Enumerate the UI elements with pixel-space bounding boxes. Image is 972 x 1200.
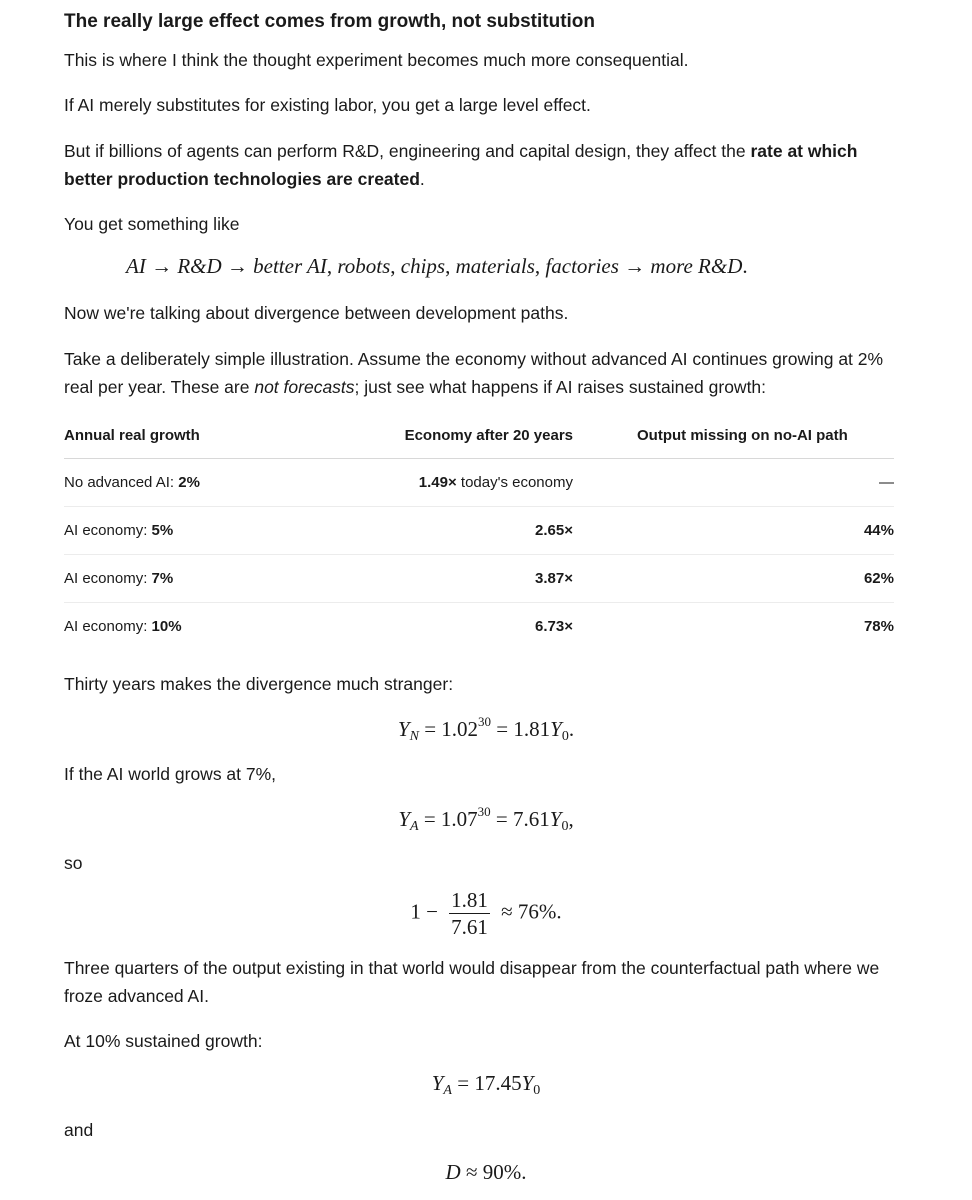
fraction-lead: 1 −	[410, 899, 438, 924]
equation-ya-10: $Y_A = 17.45Y_0$	[431, 1071, 541, 1098]
table-row	[64, 603, 894, 651]
paragraph-something-like: You get something like	[64, 214, 240, 234]
table-header: Economy after 20 years	[364, 424, 573, 459]
paragraph-illustration-end: ; just see what happens if AI raises sustained growth:	[354, 377, 767, 397]
equation-d: D ≈ 90%.	[445, 1160, 527, 1184]
table-header: Annual real growth	[64, 424, 364, 459]
growth-table	[64, 424, 894, 650]
table-header: Output missing on no-AI path	[573, 424, 894, 459]
row-multiplier: 3.87×	[535, 570, 573, 587]
table-cell	[64, 459, 364, 507]
paragraph-thirty-years: Thirty years makes the divergence much stranger:	[64, 674, 454, 694]
table-cell	[364, 507, 573, 555]
paragraph-rd-agents	[64, 137, 876, 193]
table-cell	[573, 555, 894, 603]
table-cell	[364, 603, 573, 651]
table-row	[64, 555, 894, 603]
row-rate: 10%	[151, 618, 182, 635]
paragraph-three-quarters: Three quarters of the output existing in that world would disappear from the counterfactual path where we froze advanced AI.	[64, 958, 880, 1006]
table-row	[64, 459, 894, 507]
row-rate: 2%	[178, 474, 200, 491]
row-rate: 7%	[151, 570, 174, 587]
table-row	[64, 507, 894, 555]
row-missing: 62%	[863, 570, 894, 587]
paragraph-substitution: If AI merely substitutes for existing labor, you get a large level effect.	[64, 95, 591, 115]
paragraph-so: so	[64, 853, 83, 873]
paragraph-intro: This is where I think the thought experiment becomes much more consequential.	[64, 50, 689, 70]
emphasis-not-forecasts: not forecasts	[254, 377, 355, 397]
paragraph-illustration	[64, 345, 898, 401]
row-missing: 78%	[863, 618, 894, 635]
equation-chain: AI → R&D → better AI, robots, chips, materials, factories → more R&D.	[126, 254, 748, 278]
row-missing: 44%	[863, 522, 894, 539]
paragraph-divergence: Now we're talking about divergence between development paths.	[64, 303, 569, 323]
row-multiplier: 2.65×	[535, 522, 573, 539]
section-heading: The really large effect comes from growth, not substitution	[64, 11, 596, 32]
row-multiplier: 6.73×	[535, 618, 573, 635]
fraction-result: ≈ 76%.	[501, 899, 562, 924]
table-header-row	[64, 424, 894, 459]
table-cell: —	[573, 459, 894, 507]
row-multiplier-suffix: today's economy	[456, 474, 573, 491]
paragraph-ai-world: If the AI world grows at 7%,	[64, 764, 277, 784]
row-label: AI economy:	[64, 618, 152, 635]
equation-fraction	[0, 887, 972, 940]
emphasis-rate: rate at which better production technologies are created	[64, 141, 858, 189]
row-label: AI economy:	[64, 570, 152, 587]
table-cell	[64, 507, 364, 555]
row-rate: 5%	[151, 522, 174, 539]
paragraph-ten-percent: At 10% sustained growth:	[64, 1031, 263, 1051]
table-cell	[573, 507, 894, 555]
row-label: AI economy:	[64, 522, 152, 539]
fraction-denominator: 7.61	[451, 915, 488, 939]
fraction	[449, 887, 490, 940]
table-cell	[573, 603, 894, 651]
paragraph-rd-agents-text: But if billions of agents can perform R&D, engineering and capital design, they affect the	[64, 141, 751, 161]
equation-yn: $Y_N = 1.02^{30} = 1.81Y_0$.	[397, 714, 575, 744]
table-cell	[64, 603, 364, 651]
paragraph-and: and	[64, 1120, 94, 1140]
row-label: No advanced AI:	[64, 474, 179, 491]
table-cell	[364, 459, 573, 507]
table-cell	[364, 555, 573, 603]
paragraph-illustration-text: Take a deliberately simple illustration. Assume the economy without advanced AI continues growing at 2% real per year. These are	[64, 349, 884, 397]
paragraph-rd-agents-end: .	[419, 169, 425, 189]
row-multiplier: 1.49×	[418, 474, 457, 491]
equation-ya-7: $Y_A = 1.07^{30} = 7.61Y_0$,	[398, 804, 574, 834]
fraction-numerator: 1.81	[451, 888, 488, 912]
table-cell	[64, 555, 364, 603]
